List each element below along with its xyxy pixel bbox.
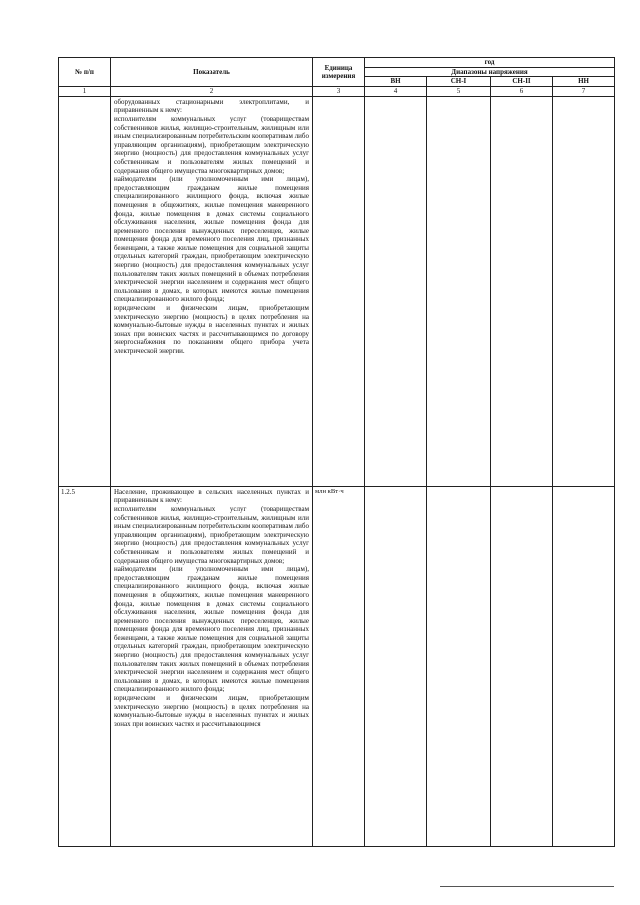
row-code	[59, 96, 111, 486]
paragraph: исполнителям коммунальных услуг (товариществам собственников жилья, жилищно-строительным, жилищным или иным специализированным потребительским кооперативам либо управляющим организациям), приобретающим электрическую энергию (мощность) для предоставления коммунальных услуг собственникам и пользователям жилых помещений и содержания общего имущества многоквартирных домов;	[114, 504, 309, 565]
table-row	[59, 96, 615, 486]
header-nn: НН	[553, 77, 615, 87]
column-number: 3	[313, 87, 365, 97]
row-unit	[313, 96, 365, 486]
paragraph: оборудованных стационарными электроплитами, и приравненным к нему:	[114, 97, 309, 115]
value-nn	[553, 486, 615, 846]
tariff-table	[58, 57, 615, 847]
header-num: № п/п	[59, 58, 111, 87]
value-sn1	[427, 96, 491, 486]
column-number: 4	[365, 87, 427, 97]
paragraph: Население, проживающее в сельских населенных пунктах и приравненным к нему:	[114, 487, 309, 505]
header-sn2: СН-II	[491, 77, 553, 87]
value-sn2	[491, 96, 553, 486]
value-vn	[365, 96, 427, 486]
header-voltage: Диапазоны напряжения	[365, 67, 615, 77]
header-vn: ВН	[365, 77, 427, 87]
header-year: год	[365, 58, 615, 68]
header-sn1: СН-I	[427, 77, 491, 87]
column-number-row	[59, 87, 615, 97]
value-sn1	[427, 486, 491, 846]
column-number: 1	[59, 87, 111, 97]
column-number: 7	[553, 87, 615, 97]
row-indicator-text	[111, 96, 313, 486]
header-indicator: Показатель	[111, 58, 313, 87]
paragraph: юридическим и физическим лицам, приобретающим электрическую энергию (мощность) в целях потребления на коммунально-бытовые нужды в населенных пунктах и жилых зонах при воинских частях и рассчитывающимся по договору энергоснабжения по показаниям общего прибора учета электрической энергии.	[114, 304, 309, 355]
paragraph: исполнителям коммунальных услуг (товариществам собственников жилья, жилищно-строительным, жилищным или иным специализированным потребительским кооперативам либо управляющим организациям), приобретающим электрическую энергию (мощность) для предоставления коммунальных услуг собственникам и пользователям жилых помещений и содержания общего имущества многоквартирных домов;	[114, 114, 309, 175]
column-number: 2	[111, 87, 313, 97]
paragraph: наймодателям (или уполномоченным ими лицам), предоставляющим гражданам жилые помещения специализированного жилищного фонда, включая жилые помещения в общежитиях, жилые помещения маневренного фонда, жилые помещения в домах системы социального обслуживания населения, жилые помещения фонда для временного поселения вынужденных переселенцев, жилые помещения фонда для временного поселения лиц, признанных беженцами, а также жилые помещения для социальной защиты отдельных категорий граждан, приобретающим электрическую энергию (мощность) для предоставления коммунальных услуг пользователям таких жилых помещений в объемах потребления электрической энергии населением и содержания мест общего пользования в домах, в которых имеются жилые помещения специализированного жилого фонда;	[114, 175, 309, 304]
column-number: 6	[491, 87, 553, 97]
value-sn2	[491, 486, 553, 846]
column-number: 5	[427, 87, 491, 97]
value-nn	[553, 96, 615, 486]
paragraph: юридическим и физическим лицам, приобретающим электрическую энергию (мощность) в целях потребления на коммунально-бытовые нужды в населенных пунктах и жилых зонах при воинских частях и рассчитывающимся	[114, 694, 309, 728]
header-unit: Единица измерения	[313, 58, 365, 87]
row-unit: млн кВт·ч	[313, 486, 365, 846]
row-code: 1.2.5	[59, 486, 111, 846]
paragraph: наймодателям (или уполномоченным ими лицам), предоставляющим гражданам жилые помещения специализированного жилищного фонда, включая жилые помещения в общежитиях, жилые помещения маневренного фонда, жилые помещения в домах системы социального обслуживания населения, жилые помещения фонда для временного поселения вынужденных переселенцев, жилые помещения фонда для временного поселения лиц, признанных беженцами, а также жилые помещения для социальной защиты отдельных категорий граждан, приобретающим электрическую энергию (мощность) для предоставления коммунальных услуг пользователям таких жилых помещений в объемах потребления электрической энергии населением и содержания мест общего пользования в домах, в которых имеются жилые помещения специализированного жилого фонда;	[114, 565, 309, 694]
value-vn	[365, 486, 427, 846]
table-row	[59, 486, 615, 846]
footer-divider	[440, 886, 614, 887]
row-indicator-text	[111, 486, 313, 846]
